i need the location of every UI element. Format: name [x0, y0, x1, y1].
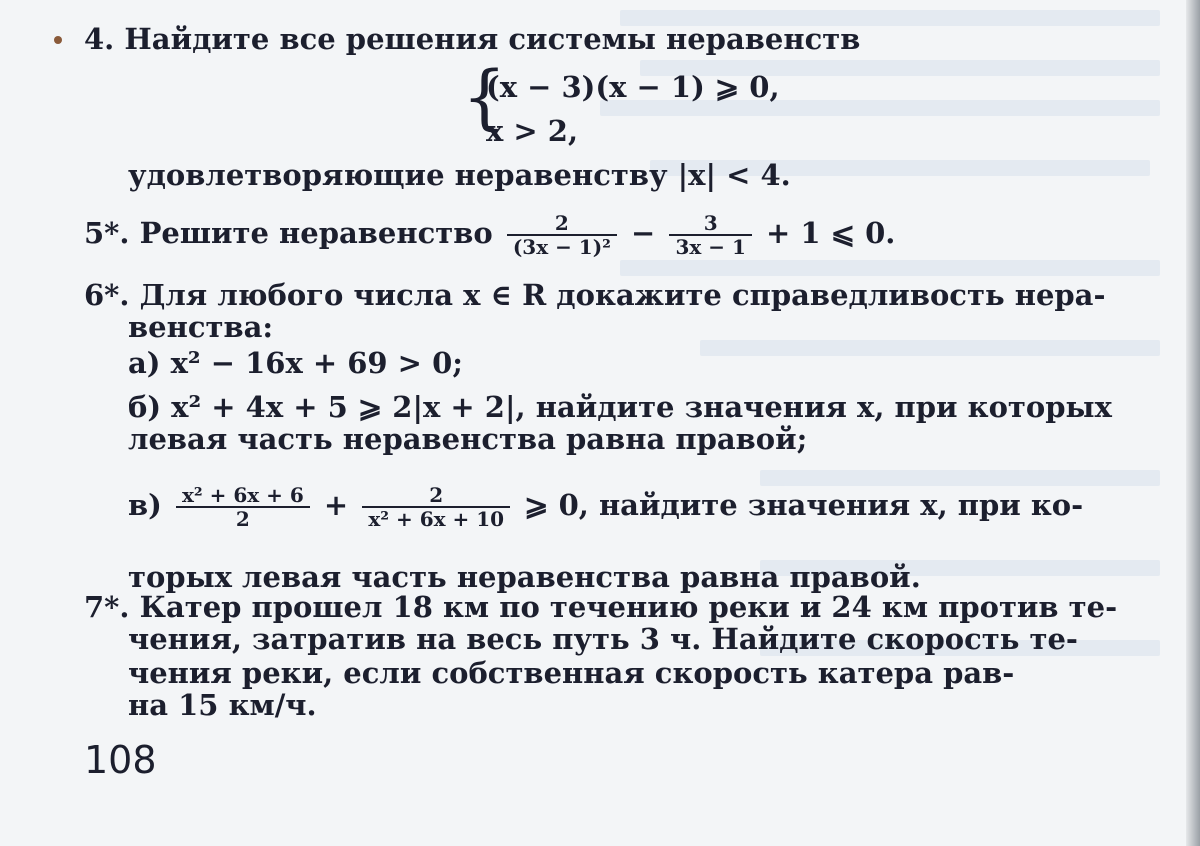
task-6-v-line-2: торых левая часть неравенства равна правой. [128, 560, 921, 594]
task-text: Катер прошел 18 км по течению реки и 24 км против те- [139, 590, 1118, 624]
fraction [362, 484, 510, 530]
system-brace: { [462, 56, 507, 138]
task-text: Решите неравенство [139, 216, 493, 250]
task-6-line-1 [84, 278, 1106, 312]
system-line-1: (x − 3)(x − 1) ⩾ 0, [486, 70, 780, 104]
task-7-line-2: чения, затратив на весь путь 3 ч. Найдите скорость те- [128, 622, 1078, 656]
task-6-b-line-2: левая часть неравенства равна правой; [128, 422, 808, 456]
task-4-condition: удовлетворяющие неравенству |x| < 4. [128, 158, 791, 192]
numerator: 2 [362, 484, 510, 508]
task-6-v [128, 484, 1083, 530]
denominator: x² + 6x + 10 [368, 507, 505, 531]
system-line-2: x > 2, [486, 114, 579, 148]
numerator: 2 [507, 212, 617, 236]
ink-mark [54, 36, 62, 44]
page-number: 108 [84, 738, 157, 782]
denominator: 3x − 1 [675, 235, 746, 259]
numerator: 3 [669, 212, 751, 236]
item-label: в) [128, 488, 162, 522]
page-edge [1186, 0, 1200, 846]
task-number: 6*. [84, 278, 130, 312]
inequality-tail: + 1 ⩽ 0. [766, 216, 896, 250]
fraction [507, 212, 617, 258]
denominator: (3x − 1)² [512, 235, 611, 259]
operator: − [631, 216, 656, 250]
task-number: 7*. [84, 590, 130, 624]
task-7-line-4: на 15 км/ч. [128, 688, 317, 722]
numerator: x² + 6x + 6 [176, 484, 310, 508]
task-6-a: а) x² − 16x + 69 > 0; [128, 346, 463, 380]
inequality-tail: ⩾ 0, найдите значения x, при ко- [524, 488, 1084, 522]
task-number: 5*. [84, 216, 130, 250]
denominator: 2 [235, 507, 250, 531]
task-number: 4. [84, 22, 115, 56]
task-text: Найдите все решения системы неравенств [124, 22, 861, 56]
task-6-b-line-1: б) x² + 4x + 5 ⩾ 2|x + 2|, найдите значения x, при которых [128, 390, 1112, 424]
fraction [669, 212, 751, 258]
task-7-line-1 [84, 590, 1117, 624]
task-6-line-2: венства: [128, 310, 274, 344]
task-text: Для любого числа x ∈ R докажите справедливость нера- [139, 278, 1106, 312]
task-7-line-3: чения реки, если собственная скорость катера рав- [128, 656, 1015, 690]
fraction [176, 484, 310, 530]
task-5 [84, 212, 895, 258]
task-4-intro [84, 22, 860, 56]
operator: + [323, 488, 349, 522]
